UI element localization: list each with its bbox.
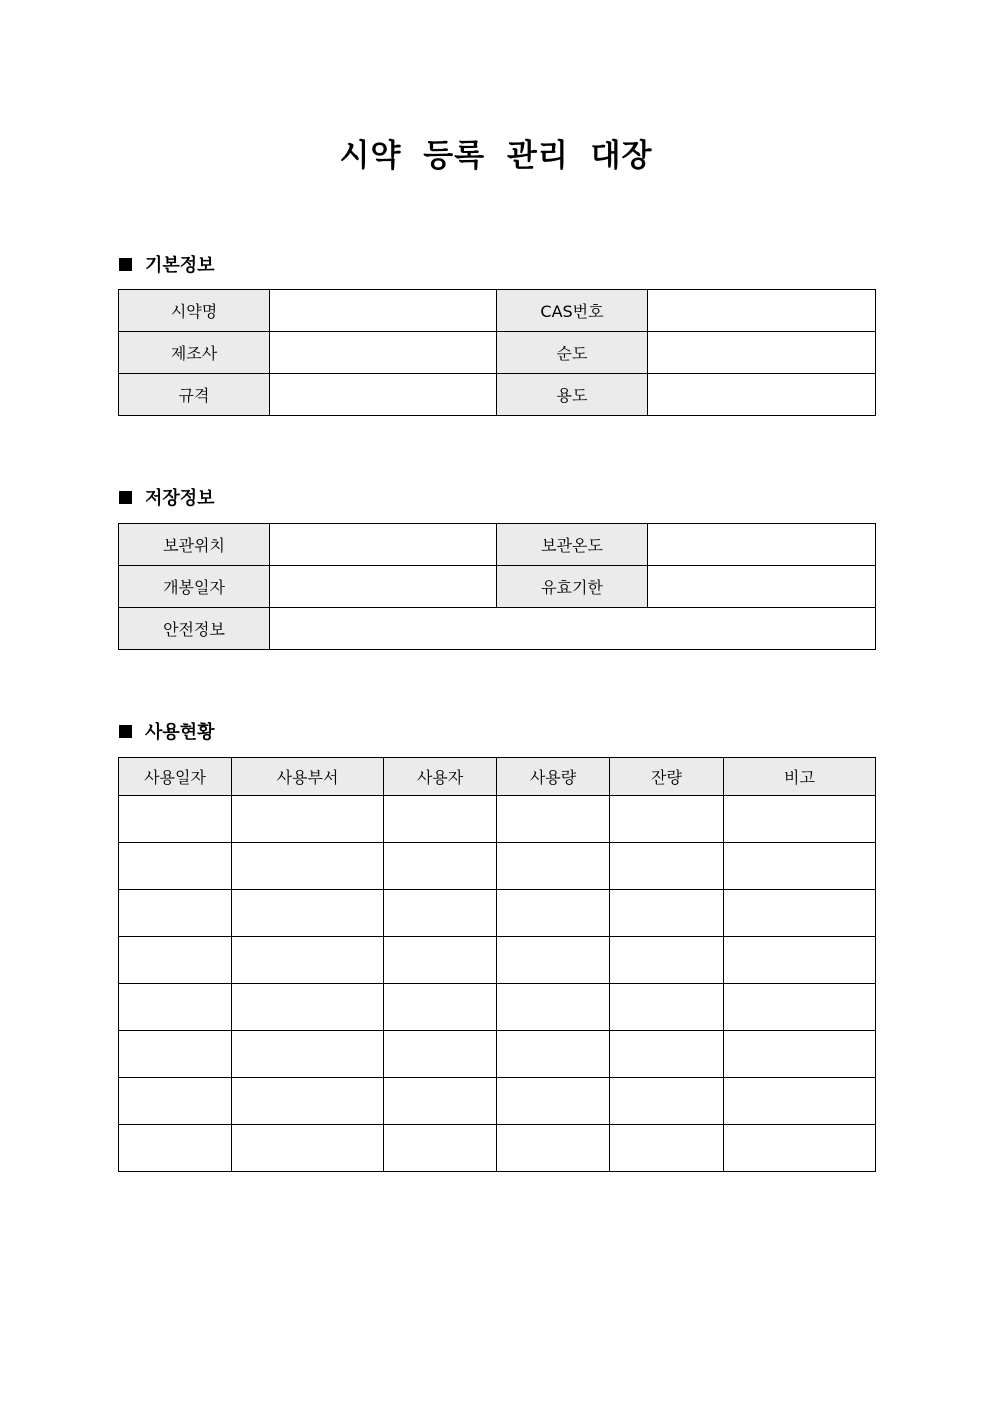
table-cell[interactable] (232, 984, 384, 1031)
label-spec: 규격 (119, 374, 270, 416)
table-cell[interactable] (119, 1125, 232, 1172)
document-title: 시약 등록 관리 대장 (339, 138, 653, 174)
table-cell[interactable] (119, 843, 232, 890)
column-header-amount-used: 사용량 (497, 758, 610, 796)
table-cell[interactable] (610, 984, 724, 1031)
table-cell[interactable] (610, 796, 724, 843)
field-spec[interactable] (270, 374, 497, 416)
label-cas-number: CAS번호 (497, 290, 648, 332)
table-row (119, 1031, 876, 1078)
label-reagent-name: 시약명 (119, 290, 270, 332)
square-bullet-icon (119, 258, 132, 271)
table-cell[interactable] (384, 937, 497, 984)
table-cell[interactable] (384, 1031, 497, 1078)
table-cell[interactable] (610, 1078, 724, 1125)
table-row (119, 796, 876, 843)
label-safety-info: 안전정보 (119, 608, 270, 650)
section-heading-label: 사용현황 (145, 722, 215, 743)
section-heading-usage (119, 718, 215, 744)
usage-table (118, 757, 876, 1172)
table-cell[interactable] (497, 843, 610, 890)
table-row (119, 984, 876, 1031)
table-cell[interactable] (384, 843, 497, 890)
table-cell[interactable] (384, 1078, 497, 1125)
column-header-department: 사용부서 (232, 758, 384, 796)
table-cell[interactable] (384, 796, 497, 843)
field-storage-location[interactable] (270, 524, 497, 566)
table-cell[interactable] (724, 1125, 876, 1172)
table-cell[interactable] (232, 1031, 384, 1078)
table-cell[interactable] (119, 1078, 232, 1125)
table-row (119, 566, 876, 608)
storage-info-table (118, 523, 876, 650)
basic-info-table (118, 289, 876, 416)
table-row (119, 890, 876, 937)
table-cell[interactable] (384, 984, 497, 1031)
table-row (119, 332, 876, 374)
table-header-row (119, 758, 876, 796)
table-cell[interactable] (232, 890, 384, 937)
table-cell[interactable] (497, 796, 610, 843)
table-row (119, 524, 876, 566)
label-opened-date: 개봉일자 (119, 566, 270, 608)
field-expiry[interactable] (648, 566, 876, 608)
table-cell[interactable] (384, 1125, 497, 1172)
table-row (119, 290, 876, 332)
section-heading-storage (119, 484, 215, 510)
field-cas-number[interactable] (648, 290, 876, 332)
table-row (119, 843, 876, 890)
label-usage: 용도 (497, 374, 648, 416)
table-cell[interactable] (724, 890, 876, 937)
table-cell[interactable] (724, 984, 876, 1031)
field-purity[interactable] (648, 332, 876, 374)
table-cell[interactable] (119, 890, 232, 937)
label-storage-location: 보관위치 (119, 524, 270, 566)
label-expiry: 유효기한 (497, 566, 648, 608)
column-header-date: 사용일자 (119, 758, 232, 796)
table-cell[interactable] (610, 890, 724, 937)
field-opened-date[interactable] (270, 566, 497, 608)
table-cell[interactable] (119, 937, 232, 984)
table-cell[interactable] (497, 1125, 610, 1172)
table-cell[interactable] (610, 937, 724, 984)
table-cell[interactable] (497, 984, 610, 1031)
table-cell[interactable] (497, 1031, 610, 1078)
table-cell[interactable] (724, 937, 876, 984)
table-cell[interactable] (724, 1031, 876, 1078)
column-header-remarks: 비고 (724, 758, 876, 796)
field-manufacturer[interactable] (270, 332, 497, 374)
column-header-user: 사용자 (384, 758, 497, 796)
section-heading-basic (119, 251, 215, 277)
label-storage-temp: 보관온도 (497, 524, 648, 566)
label-manufacturer: 제조사 (119, 332, 270, 374)
section-heading-label: 기본정보 (145, 255, 215, 276)
table-cell[interactable] (610, 1125, 724, 1172)
table-cell[interactable] (497, 937, 610, 984)
table-cell[interactable] (119, 984, 232, 1031)
table-cell[interactable] (724, 843, 876, 890)
table-cell[interactable] (119, 1031, 232, 1078)
table-cell[interactable] (384, 890, 497, 937)
column-header-remaining: 잔량 (610, 758, 724, 796)
table-cell[interactable] (497, 1078, 610, 1125)
table-cell[interactable] (232, 843, 384, 890)
table-cell[interactable] (232, 937, 384, 984)
square-bullet-icon (119, 725, 132, 738)
field-safety-info[interactable] (270, 608, 876, 650)
table-cell[interactable] (232, 1078, 384, 1125)
table-cell[interactable] (610, 843, 724, 890)
label-purity: 순도 (497, 332, 648, 374)
table-cell[interactable] (724, 796, 876, 843)
field-reagent-name[interactable] (270, 290, 497, 332)
table-cell[interactable] (232, 1125, 384, 1172)
table-cell[interactable] (497, 890, 610, 937)
square-bullet-icon (119, 491, 132, 504)
table-row (119, 374, 876, 416)
section-heading-label: 저장정보 (145, 488, 215, 509)
table-cell[interactable] (232, 796, 384, 843)
field-usage[interactable] (648, 374, 876, 416)
field-storage-temp[interactable] (648, 524, 876, 566)
usage-table-body (119, 796, 876, 1172)
table-cell[interactable] (610, 1031, 724, 1078)
table-cell[interactable] (119, 796, 232, 843)
table-row (119, 1078, 876, 1125)
table-row (119, 937, 876, 984)
table-row (119, 1125, 876, 1172)
table-cell[interactable] (724, 1078, 876, 1125)
table-row (119, 608, 876, 650)
